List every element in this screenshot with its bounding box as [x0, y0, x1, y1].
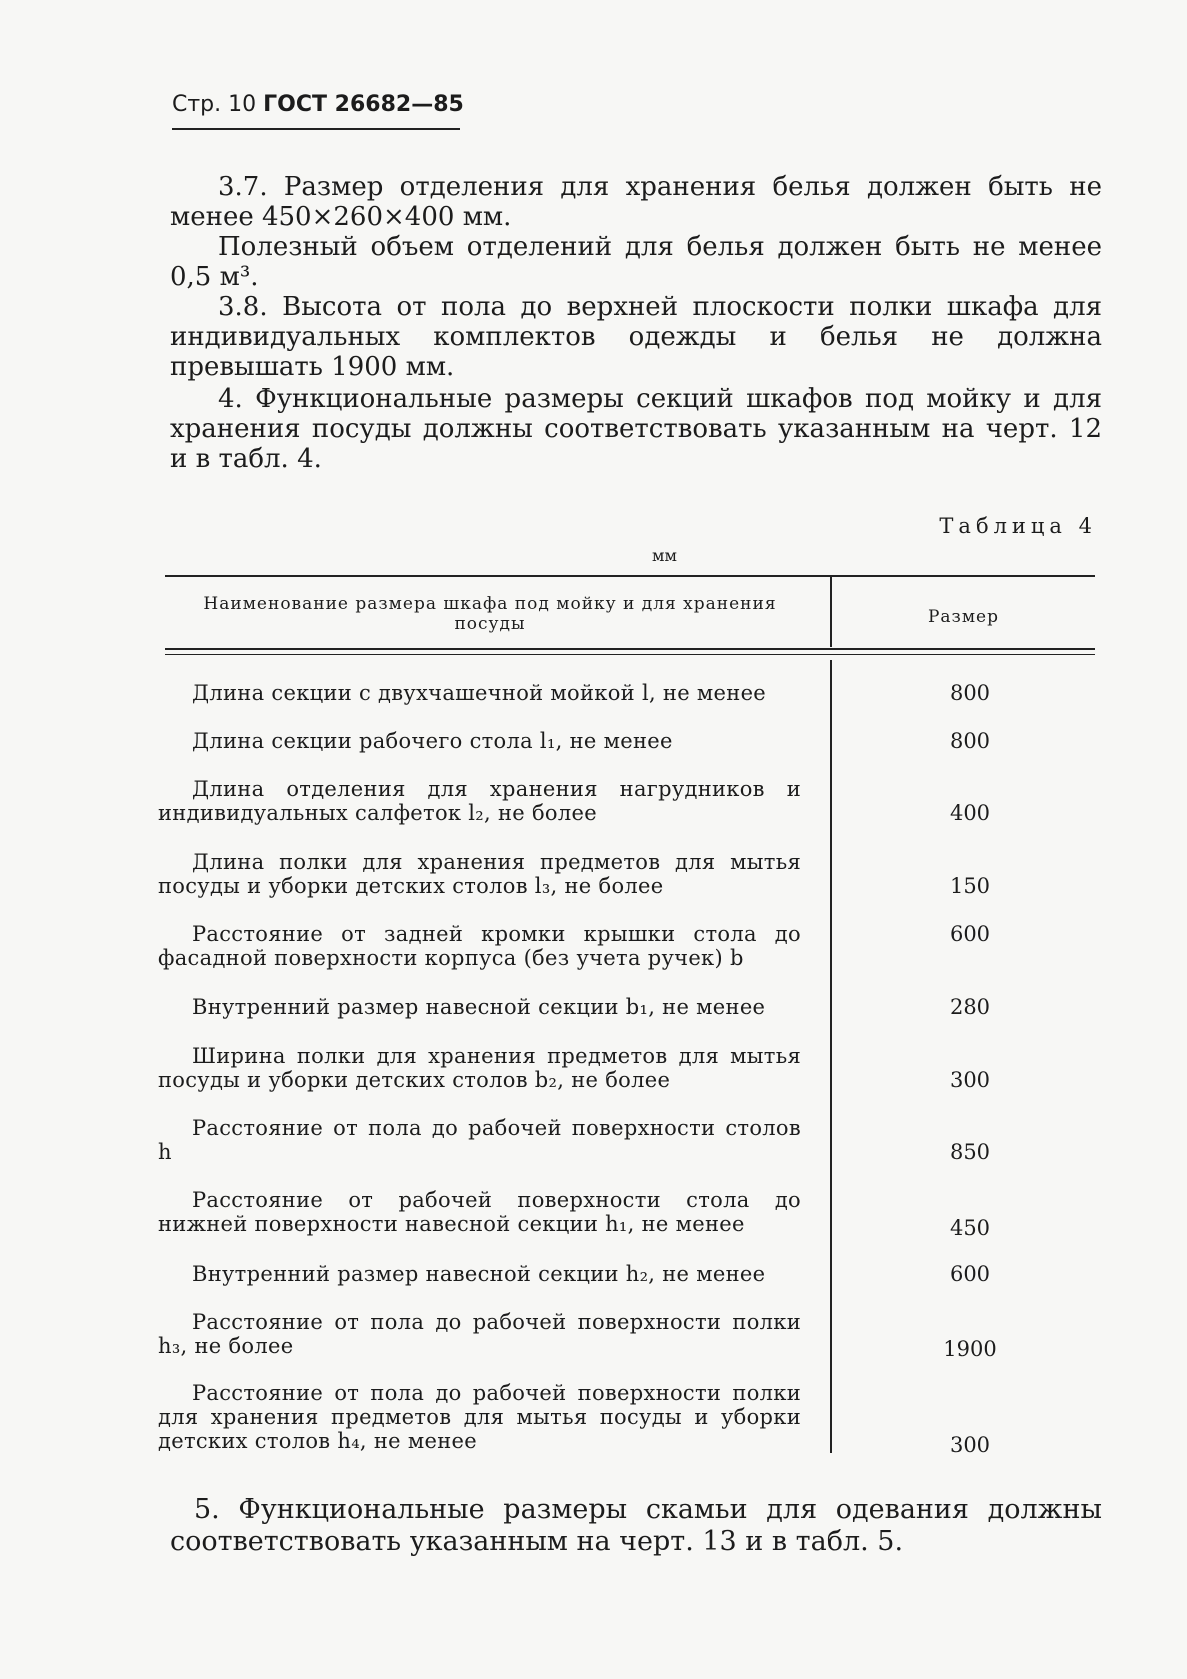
- table-row-name: Расстояние от пола до рабочей поверхности полки h₃, не более: [158, 1310, 801, 1358]
- paragraph-useful-volume: Полезный объем отделений для белья должен быть не менее 0,5 м³.: [170, 232, 1102, 292]
- table-row-name: Длина секции рабочего стола l₁, не менее: [192, 729, 673, 753]
- table-row-name: Внутренний размер навесной секции h₂, не менее: [192, 1262, 766, 1286]
- table-row-value: 300: [949, 1433, 991, 1457]
- body-column-separator: [830, 660, 832, 1453]
- header-underline: [172, 128, 460, 130]
- table-row-name: Расстояние от пола до рабочей поверхности полки для хранения предметов для мытья посуды и уборки детских столов h₄, не менее: [158, 1381, 801, 1453]
- table-caption: Таблица 4: [939, 514, 1097, 538]
- page-number: Стр. 10: [172, 92, 257, 117]
- table-row-name: Расстояние от пола до рабочей поверхности столов h: [158, 1116, 801, 1164]
- table-row-value: 800: [949, 681, 991, 705]
- table-row-name: Расстояние от рабочей поверхности стола до нижней поверхности навесной секции h₁, не менее: [158, 1188, 801, 1236]
- paragraph-4: 4. Функциональные размеры секций шкафов под мойку и для хранения посуды должны соответствовать указанным на черт. 12 и в табл. 4.: [170, 384, 1102, 474]
- column-header-size: Размер: [927, 607, 999, 627]
- table-unit: мм: [652, 546, 677, 565]
- table-row-name: Длина полки для хранения предметов для мытья посуды и уборки детских столов l₃, не более: [158, 850, 801, 898]
- table-row-value: 600: [949, 1262, 991, 1286]
- table-row-value: 850: [949, 1140, 991, 1164]
- table-row-value: 400: [949, 801, 991, 825]
- column-header-name: Наименование размера шкафа под мойку и для хранения посуды: [203, 594, 777, 634]
- paragraph-3-8: 3.8. Высота от пола до верхней плоскости полки шкафа для индивидуальных комплектов одежды и белья не должна превышать 1900 мм.: [170, 292, 1102, 382]
- table-row-value: 300: [949, 1068, 991, 1092]
- page-header: [172, 92, 464, 117]
- header-bottom-rule: [165, 648, 1095, 650]
- table-row-name: Внутренний размер навесной секции b₁, не менее: [192, 995, 766, 1019]
- table-row-name: Расстояние от задней кромки крышки стола до фасадной поверхности корпуса (без учета ручек) b: [158, 922, 801, 970]
- table-row-name: Длина секции с двухчашечной мойкой l, не менее: [192, 681, 767, 705]
- table-row-value: 280: [949, 995, 991, 1019]
- table-row-value: 150: [949, 874, 991, 898]
- paragraph-5: 5. Функциональные размеры скамьи для одевания должны соответствовать указанным на черт. 13 и в табл. 5.: [170, 1494, 1102, 1557]
- header-bottom-rule-double: [165, 654, 1095, 655]
- table-row-name: Длина отделения для хранения нагрудников и индивидуальных салфеток l₂, не более: [158, 777, 801, 825]
- table-row-value: 450: [949, 1216, 991, 1240]
- table-row-name: Ширина полки для хранения предметов для мытья посуды и уборки детских столов b₂, не более: [158, 1044, 801, 1092]
- standard-code: ГОСТ 26682—85: [263, 92, 464, 117]
- paragraph-3-7: 3.7. Размер отделения для хранения белья должен быть не менее 450×260×400 мм.: [170, 172, 1102, 232]
- table-row-value: 800: [949, 729, 991, 753]
- table-row-value: 1900: [943, 1337, 997, 1361]
- table-top-rule: [165, 575, 1095, 577]
- table-row-value: 600: [949, 922, 991, 946]
